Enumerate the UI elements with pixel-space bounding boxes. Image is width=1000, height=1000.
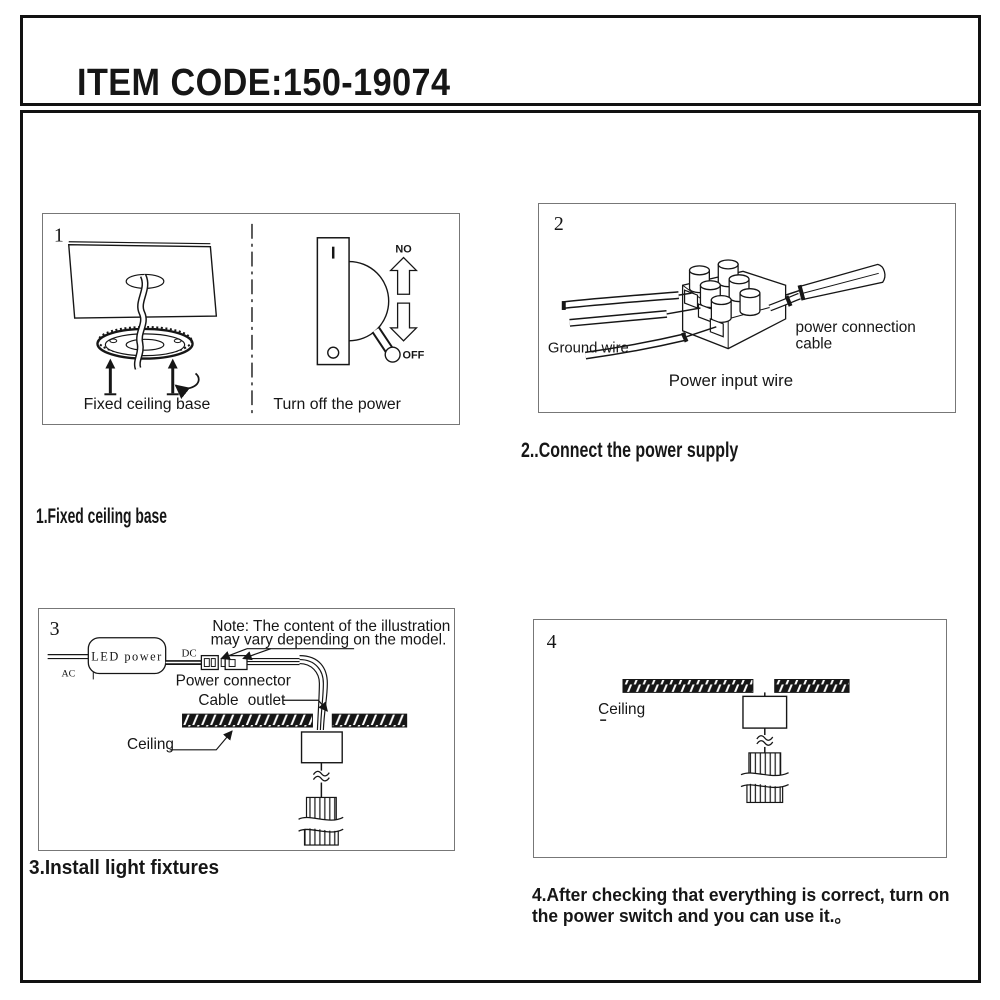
step3-caption: 3.Install light fixtures [29, 857, 220, 879]
step1-caption: 1.Fixed ceiling base [36, 505, 167, 528]
fixed-ceiling-base-diagram [43, 214, 459, 424]
panel1-number: 1 [53, 224, 64, 247]
lampshade-drawing [299, 797, 344, 845]
panel-step2 [538, 203, 956, 413]
ceiling-bar-left [183, 714, 313, 727]
panel2-number: 2 [553, 212, 564, 235]
panel4-number: 4 [546, 630, 557, 653]
note-line2: may vary depending on the model. [210, 631, 447, 649]
power-connection-cable-label-line1: power connection [795, 318, 916, 336]
arrow-up-icon [391, 258, 417, 295]
screw-right [167, 359, 179, 395]
panel-step4 [533, 619, 947, 858]
note-arrow-right [243, 649, 271, 659]
panel-step3 [38, 608, 455, 851]
arrow-down-icon [391, 303, 417, 341]
panel-step1 [42, 213, 460, 425]
ceiling-bar-right [332, 714, 406, 727]
step2-caption: 2..Connect the power supply [521, 439, 739, 462]
note-line1: Note: The content of the illustration [212, 617, 451, 635]
dc-label: DC [181, 647, 197, 660]
suspension-wire [757, 728, 773, 753]
suspension-wire [313, 763, 329, 798]
screw-left [104, 359, 116, 395]
canopy-box [743, 696, 787, 728]
ceiling-leader [170, 731, 232, 750]
power-connector-label: Power connector [175, 672, 291, 690]
power-switch-drawing [317, 238, 400, 365]
switch-on-label: NO [395, 243, 412, 256]
step4-caption: 4.After checking that everything is correct, turn on the power switch and you can use it.。 [532, 884, 950, 926]
power-input-wire-label: Power input wire [668, 371, 794, 391]
ceiling-bar-left [623, 679, 753, 692]
ac-label: AC [61, 668, 76, 680]
turn-off-power-label: Turn off the power [273, 396, 401, 414]
install-fixture-diagram [39, 609, 454, 850]
lampshade-drawing [741, 753, 789, 803]
power-connection-cable-label-line2: cable [795, 335, 833, 353]
switch-off-label: OFF [402, 349, 425, 362]
item-code-box [20, 15, 981, 106]
ceiling-label: Ceiling [598, 701, 646, 719]
ceiling-base-drawing [97, 327, 192, 359]
finished-fixture-diagram [534, 620, 946, 857]
led-power-label: LED power [91, 649, 163, 664]
rotate-arrow [176, 373, 199, 388]
ground-wire-label: Ground wire [547, 340, 629, 357]
panel3-number: 3 [49, 617, 60, 640]
power-connection-cable-drawing [770, 264, 885, 308]
ceiling-bar-right [775, 679, 849, 692]
cable-outlet-label: Cable outlet [198, 692, 286, 710]
fixed-ceiling-base-label: Fixed ceiling base [83, 396, 211, 414]
cable-outlet-leader [283, 700, 328, 711]
canopy-box [302, 732, 343, 763]
ceiling-label: Ceiling [126, 735, 174, 753]
power-supply-diagram [539, 204, 955, 412]
item-code-text: ITEM CODE:150-19074 [77, 62, 451, 104]
